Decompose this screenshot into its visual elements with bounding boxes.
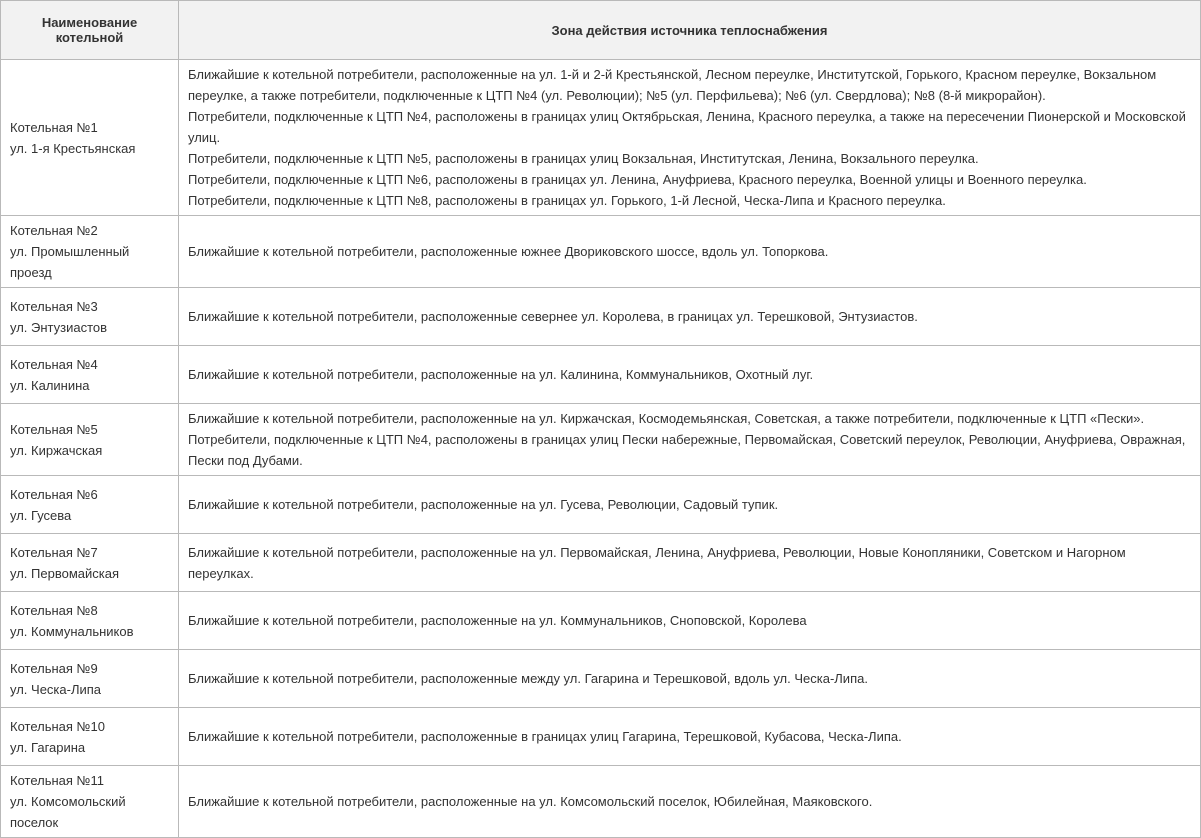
coverage-zone-cell xyxy=(179,534,1201,592)
header-row xyxy=(1,1,1201,60)
coverage-zone-cell xyxy=(179,766,1201,838)
coverage-zone-paragraph: Ближайшие к котельной потребители, расположенные на ул. Коммунальников, Сноповской, Королева xyxy=(188,613,807,628)
boiler-address: ул. Гагарина xyxy=(10,739,86,755)
boiler-name-cell xyxy=(1,534,179,592)
coverage-zone-paragraph: Ближайшие к котельной потребители, расположенные на ул. Комсомольский поселок, Юбилейная, Маяковского. xyxy=(188,794,873,809)
boiler-address: ул. Коммунальников xyxy=(10,623,134,639)
coverage-zone-paragraph: Потребители, подключенные к ЦТП №5, расположены в границах улиц Вокзальная, Институтская, Ленина, Вокзального переулка. xyxy=(188,151,979,166)
boiler-name: Котельная №10 xyxy=(10,718,105,734)
boiler-name: Котельная №8 xyxy=(10,602,98,618)
boiler-name: Котельная №5 xyxy=(10,421,98,437)
boiler-name: Котельная №6 xyxy=(10,486,98,502)
boiler-address: ул. Комсомольский поселок xyxy=(10,794,126,830)
coverage-zone-paragraph: Ближайшие к котельной потребители, расположенные севернее ул. Королева, в границах ул. Терешковой, Энтузиастов. xyxy=(188,309,918,324)
boiler-name-cell xyxy=(1,288,179,346)
table-row xyxy=(1,476,1201,534)
coverage-zone-paragraph: Ближайшие к котельной потребители, расположенные на ул. Первомайская, Ленина, Ануфриева, Революции, Новые Конопляники, Советском и Нагорном переулках. xyxy=(188,544,1126,581)
boiler-address: ул. Киржачская xyxy=(10,442,103,458)
boiler-name-cell xyxy=(1,346,179,404)
coverage-zone-cell xyxy=(179,216,1201,288)
coverage-zone-paragraph: Ближайшие к котельной потребители, расположенные на ул. 1-й и 2-й Крестьянской, Лесном переулке, Институтской, Горького, Красном переулке, Вокзальном переулке, а также потребители, подключенные к ЦТП №4 (ул. Революции); №5 (ул. Перфильева); №6 (ул. Свердлова); №8 (8-й микрорайон). xyxy=(188,67,1157,103)
coverage-zone-cell xyxy=(179,650,1201,708)
table-row xyxy=(1,534,1201,592)
boiler-name: Котельная №9 xyxy=(10,660,98,676)
boiler-name-cell xyxy=(1,592,179,650)
coverage-zone-cell xyxy=(179,60,1201,216)
coverage-zone-cell xyxy=(179,288,1201,346)
coverage-zone-paragraph: Ближайшие к котельной потребители, расположенные в границах улиц Гагарина, Терешковой, Кубасова, Ческа-Липа. xyxy=(188,729,902,744)
coverage-zone-paragraph: Ближайшие к котельной потребители, расположенные на ул. Киржачская, Космодемьянская, Советская, а также потребители, подключенные к ЦТП «Пески». xyxy=(188,411,1145,426)
boiler-address: ул. Ческа-Липа xyxy=(10,681,102,697)
boiler-name: Котельная №4 xyxy=(10,356,98,372)
boiler-name-cell xyxy=(1,476,179,534)
table-row xyxy=(1,288,1201,346)
boiler-name: Котельная №11 xyxy=(10,773,104,788)
boiler-name-cell xyxy=(1,404,179,476)
coverage-zone-paragraph: Потребители, подключенные к ЦТП №4, расположены в границах улиц Пески набережные, Первомайская, Советский переулок, Революции, Ануфриева, Овражная, Пески под Дубами. xyxy=(188,432,1186,468)
table-row xyxy=(1,592,1201,650)
table-body xyxy=(1,60,1201,838)
boiler-name-cell xyxy=(1,766,179,838)
coverage-zone-paragraph: Потребители, подключенные к ЦТП №4, расположены в границах улиц Октябрьская, Ленина, Красного переулка, а также на пересечении Пионерской и Московской улиц. xyxy=(188,109,1186,145)
table-row xyxy=(1,708,1201,766)
coverage-zone-cell xyxy=(179,476,1201,534)
coverage-zone-cell xyxy=(179,346,1201,404)
table-row xyxy=(1,216,1201,288)
column-header-boiler-name: Наименование котельной xyxy=(1,1,179,60)
coverage-zone-cell xyxy=(179,404,1201,476)
coverage-zone-paragraph: Потребители, подключенные к ЦТП №6, расположены в границах ул. Ленина, Ануфриева, Красного переулка, Военной улицы и Военного переулка. xyxy=(188,172,1087,187)
coverage-zone-paragraph: Потребители, подключенные к ЦТП №8, расположены в границах ул. Горького, 1-й Лесной, Ческа-Липа и Красного переулка. xyxy=(188,193,946,208)
column-header-coverage-zone: Зона действия источника теплоснабжения xyxy=(179,1,1201,60)
boiler-address: ул. Энтузиастов xyxy=(10,319,108,335)
table-row xyxy=(1,60,1201,216)
boiler-address: ул. Гусева xyxy=(10,507,72,523)
table-row xyxy=(1,766,1201,838)
boiler-name: Котельная №3 xyxy=(10,298,98,314)
coverage-zone-paragraph: Ближайшие к котельной потребители, расположенные на ул. Гусева, Революции, Садовый тупик. xyxy=(188,497,779,512)
table-row xyxy=(1,650,1201,708)
boiler-address: ул. 1-я Крестьянская xyxy=(10,140,136,156)
boiler-name-cell xyxy=(1,708,179,766)
boiler-name-cell xyxy=(1,650,179,708)
coverage-zone-cell xyxy=(179,708,1201,766)
boiler-name-cell xyxy=(1,216,179,288)
boiler-address: ул. Первомайская xyxy=(10,565,119,581)
boiler-address: ул. Калинина xyxy=(10,377,90,393)
coverage-zone-cell xyxy=(179,592,1201,650)
table-row xyxy=(1,404,1201,476)
boiler-address: ул. Промышленный проезд xyxy=(10,244,130,280)
boiler-name: Котельная №1 xyxy=(10,119,98,135)
coverage-zone-paragraph: Ближайшие к котельной потребители, расположенные на ул. Калинина, Коммунальников, Охотный луг. xyxy=(188,367,814,382)
coverage-zone-paragraph: Ближайшие к котельной потребители, расположенные южнее Двориковского шоссе, вдоль ул. Топоркова. xyxy=(188,244,829,259)
table-row xyxy=(1,346,1201,404)
boiler-name: Котельная №7 xyxy=(10,544,98,560)
boiler-name-cell xyxy=(1,60,179,216)
coverage-zone-paragraph: Ближайшие к котельной потребители, расположенные между ул. Гагарина и Терешковой, вдоль ул. Ческа-Липа. xyxy=(188,671,868,686)
boiler-name: Котельная №2 xyxy=(10,223,98,238)
